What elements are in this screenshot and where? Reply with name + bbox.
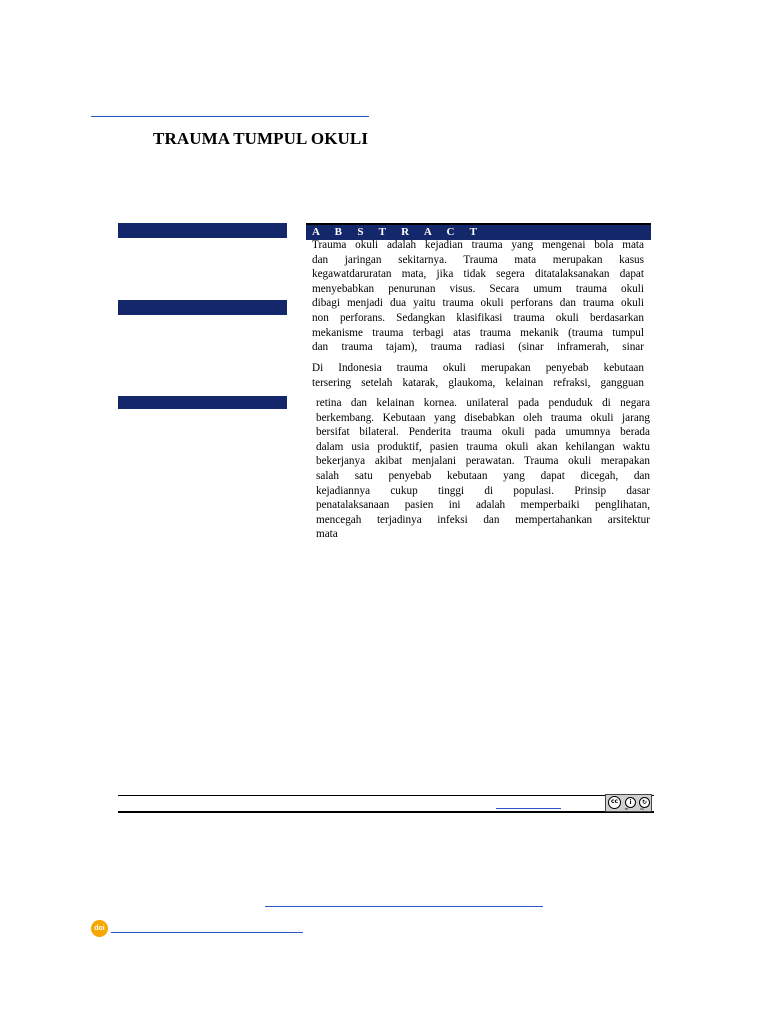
abstract-line: Trauma okuli adalah kejadian trauma yang mengenai bola mata [312,239,644,251]
abstract-line: dan jaringan sekitarnya. Trauma mata merupakan kasus [312,253,644,266]
abstract-line: mata [316,528,338,541]
abstract-line: bekerjanya akibat menjalani perawatan. Trauma okuli merapakan [316,455,650,468]
abstract-line: retina dan kelainan kornea. unilateral pada penduduk di negara [316,397,650,409]
abstract-heading: A B S T R A C T [312,226,484,238]
sidebar-bar-correspondence [118,396,287,409]
abstract-line: dan trauma tajam), trauma radiasi (sinar inframerah, sinar [312,341,644,354]
paper-title: TRAUMA TUMPUL OKULI [153,129,369,148]
sidebar-bar-article-info [118,223,287,238]
license-by-label: BY [625,807,629,811]
abstract-line: bersifat bilateral. Penderita trauma okuli pada umumnya berada [316,426,650,439]
abstract-line: kejadiannya cukup tinggi di populasi. Prinsip dasar [316,484,650,497]
license-sa-label: SA [640,807,645,811]
doi-link-underline[interactable] [111,932,303,933]
abstract-line: mekanisme trauma terbagi atas trauma mekanik (trauma tumpul [312,326,644,339]
header-link-underline[interactable] [91,116,369,117]
share-alike-icon: ↻ [639,797,650,808]
cc-license-badge[interactable] [605,794,652,812]
license-link-underline[interactable] [496,808,561,809]
attribution-icon: i [625,797,636,808]
abstract-paragraph-3 [316,396,650,542]
abstract-paragraph-1 [312,238,644,355]
footer-rule-top [118,795,654,796]
abstract-paragraph-2 [312,361,644,390]
abstract-line: Di Indonesia trauma okuli merupakan penyebab kebutaan [312,362,644,374]
abstract-line: dibagi menjadi dua yaitu trauma okuli perforans dan trauma okuli [312,297,644,310]
abstract-line: berkembang. Kebutaan yang disebabkan oleh trauma okuli jarang [316,411,650,424]
cc-icon: cc [608,796,621,809]
abstract-line: mencegah terjadinya infeksi dan mempertahankan arsitektur [316,513,650,526]
footer-rule-bottom [118,811,654,813]
abstract-line: penatalaksanaan pasien ini adalah memperbaiki penglihatan, [316,499,650,512]
abstract-line: kegawatdaruratan mata, jika tidak segera ditatalaksanakan dapat [312,268,644,281]
doi-icon: doi [91,920,108,937]
journal-link-underline[interactable] [265,906,543,907]
sidebar-bar-keywords [118,300,287,315]
abstract-line: non perforans. Sedangkan klasifikasi trauma okuli berdasarkan [312,311,644,324]
abstract-line: dalam usia produktif, pasien trauma okuli akan kehilangan waktu [316,440,650,453]
abstract-line: menyebabkan penurunan visus. Secara umum trauma okuli [312,282,644,295]
abstract-line: tersering setelah katarak, glaukoma, kelainan refraksi, gangguan [312,376,644,389]
abstract-line: salah satu penyebab kebutaan yang dapat dicegah, dan [316,469,650,482]
